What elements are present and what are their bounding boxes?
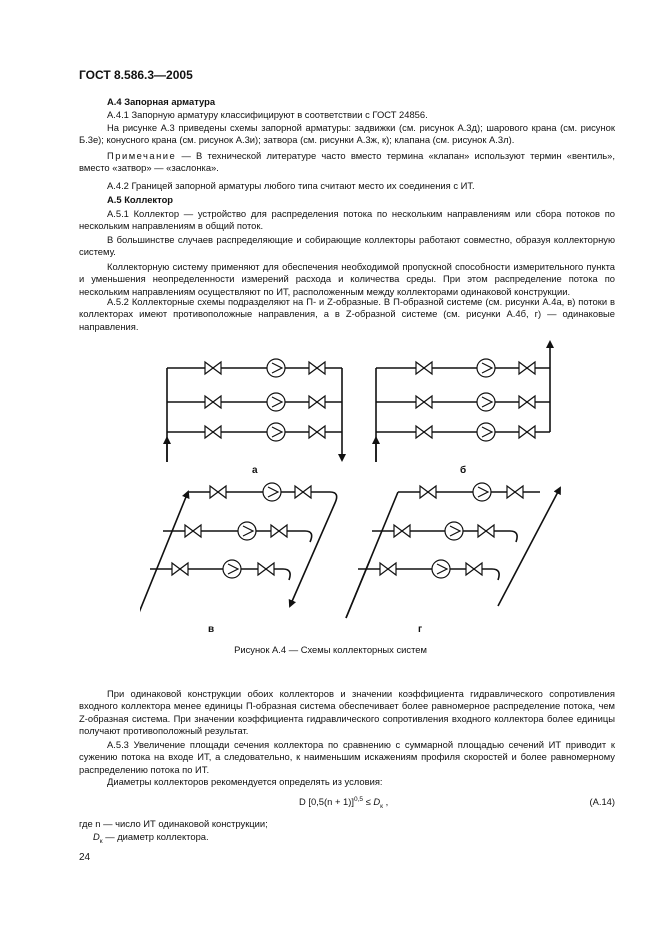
scheme-a <box>167 368 342 462</box>
valve-icon <box>507 486 523 498</box>
valve-icon <box>519 396 535 408</box>
valve-icon <box>258 563 274 575</box>
section-a5-heading: А.5 Коллектор <box>107 194 174 205</box>
valve-icon <box>394 525 410 537</box>
valve-icon <box>205 396 221 408</box>
valve-icon <box>416 396 432 408</box>
page-number: 24 <box>79 852 91 863</box>
document-header: ГОСТ 8.586.3—2005 <box>79 68 193 82</box>
formula-number: (А.14) <box>589 796 615 807</box>
label-v: в <box>208 624 215 635</box>
valve-icon <box>210 486 226 498</box>
paragraph-a51c: Коллекторную систему применяют для обеспечения необходимой пропускной способности измерительного пункта и уменьшения неопределенности измерений расхода и количества среды. При этом распределение потока по нескольким направлениям осуществляют по ИТ, расположенным между коллекторами одинаковой конструкции. <box>79 261 615 297</box>
paragraph-a41: А.4.1 Запорную арматуру классифицируют в соответствии с ГОСТ 24856. <box>107 109 428 120</box>
note-text: — В технической литературе часто вместо термина «клапан» используют термин «вентиль», вместо «затвор» — «заслонка». <box>79 150 615 174</box>
valve-icon <box>205 362 221 374</box>
label-g: г <box>418 624 423 635</box>
paragraph-a41b: На рисунке А.3 приведены схемы запорной арматуры: задвижки (см. рисунок А.3д); шарового крана (см. рисунок Б.3е); конусного крана (см. рисунок А.3и); затвора (см. рисунки А.3ж, к); клапана (см. рисунок А.3л). <box>79 122 615 146</box>
label-b: б <box>460 465 467 476</box>
valve-icon <box>519 426 535 438</box>
formula-expression: D $[0,5(n + 1)]^{0,5} \le D_к$ , <box>299 796 389 810</box>
formula-a14 <box>79 796 615 810</box>
valve-icon <box>466 563 482 575</box>
valve-icon <box>185 525 201 537</box>
paragraph-a51: А.5.1 Коллектор — устройство для распределения потока по нескольким направлениям или сбора потоков по нескольким направлениям в общий поток. <box>79 208 615 232</box>
valve-icon <box>309 426 325 438</box>
paragraph-a52: А.5.2 Коллекторные схемы подразделяют на П- и Z-образные. В П-образной системе (см. рисунки А.4а, в) потоки в коллекторах имеют противоположные направления, а в Z-образной системе (см. рисунки А.4б, г) — одинаковые направления. <box>79 296 615 332</box>
valve-icon <box>416 362 432 374</box>
paragraph-after-figure: При одинаковой конструкции обоих коллекторов и значении коэффициента гидравлического сопротивления входного коллектора менее единицы П-образная система обеспечивает более равномерное распределение потока, чем Z-образная система. При значении коэффициента гидравлического сопротивления входного коллектора более единицы получают противоположный результат. <box>79 688 615 737</box>
valve-icon <box>478 525 494 537</box>
section-a4-heading: А.4 Запорная арматура <box>107 96 216 107</box>
valve-icon <box>309 362 325 374</box>
where-line-1: где n — число ИТ одинаковой конструкции; <box>79 818 268 829</box>
scheme-g <box>346 488 560 618</box>
where-line-2: $D_к$ — диаметр коллектора. <box>93 831 209 845</box>
valve-icon <box>205 426 221 438</box>
label-a: а <box>252 465 258 476</box>
valve-icon <box>309 396 325 408</box>
figure-caption: Рисунок А.4 — Схемы коллекторных систем <box>234 644 427 655</box>
paragraph-a53: А.5.3 Увеличение площади сечения коллектора по сравнению с суммарной площадью сечений ИТ приводит к сужению потока на входе ИТ, а следовательно, к наименьшим искажениям профиля скоростей и более равномерному распределению потока по ИТ. <box>79 739 615 775</box>
valve-icon <box>271 525 287 537</box>
note-paragraph <box>79 150 615 175</box>
valve-icon <box>416 426 432 438</box>
valve-icon <box>519 362 535 374</box>
valve-icon <box>172 563 188 575</box>
scheme-v <box>140 492 337 620</box>
valve-icon <box>420 486 436 498</box>
paragraph-a53b: Диаметры коллекторов рекомендуется определять из условия: <box>107 776 383 787</box>
valve-icon <box>380 563 396 575</box>
paragraph-a51b: В большинстве случаев распределяющие и собирающие коллекторы работают совместно, образуя коллекторную систему. <box>79 234 615 258</box>
valve-icon <box>295 486 311 498</box>
paragraph-a42: А.4.2 Границей запорной арматуры любого типа считают место их соединения с ИТ. <box>107 180 475 191</box>
note-label: Примечание <box>107 150 177 161</box>
collector-schemes-figure <box>140 338 580 638</box>
